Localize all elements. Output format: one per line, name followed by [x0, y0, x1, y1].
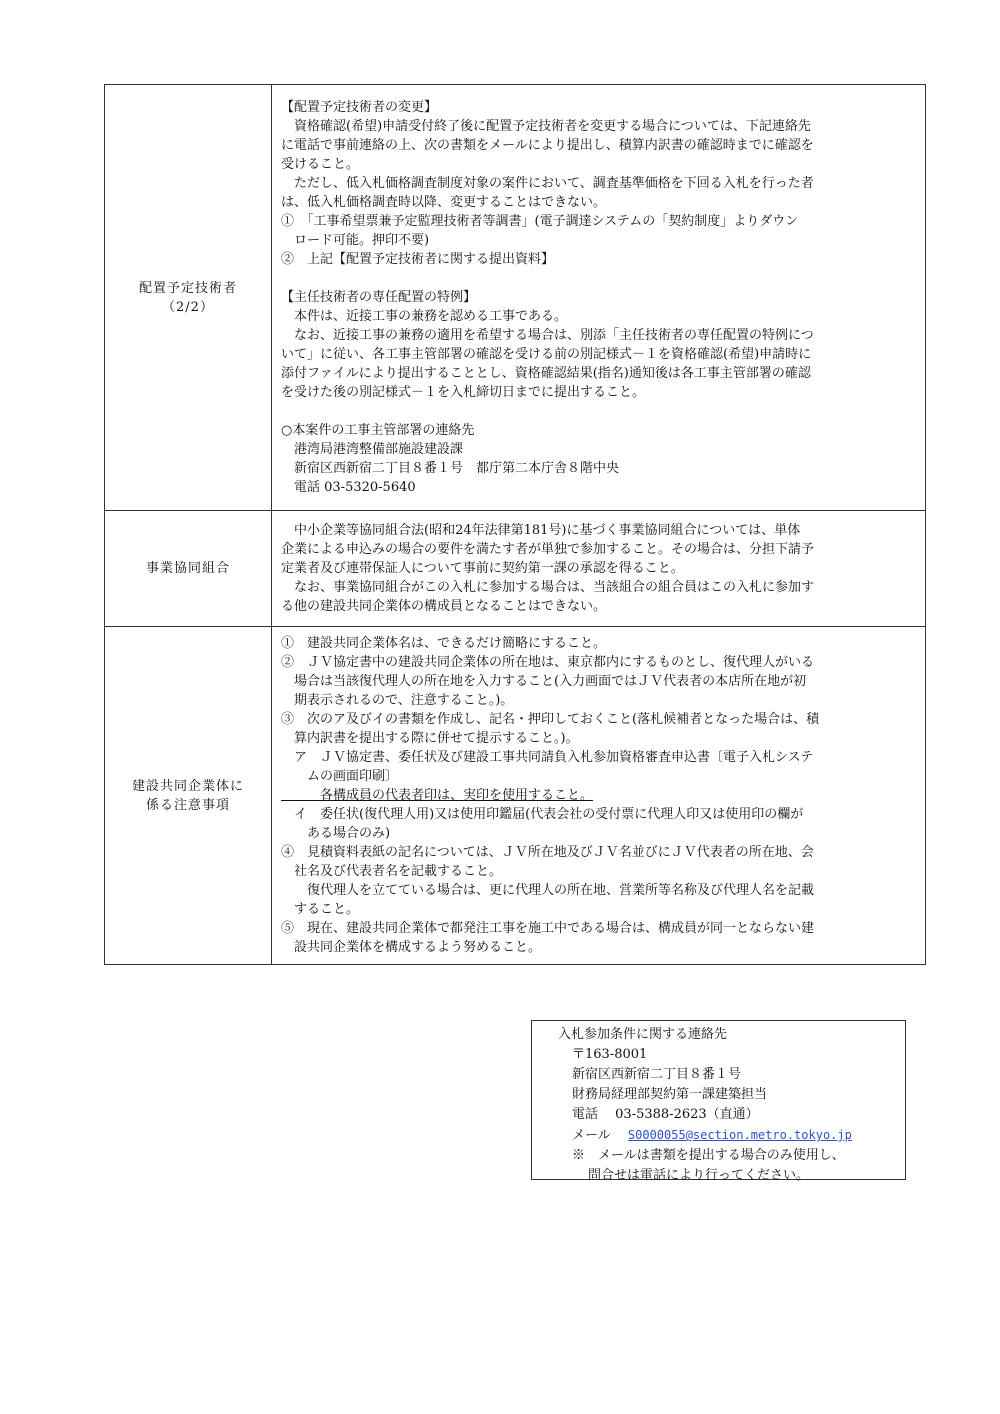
contact-postal: 〒163-8001	[572, 1047, 648, 1062]
underlined-note: 各構成員の代表者印は、実印を使用すること。	[281, 788, 594, 803]
text-line: る他の建設共同企業体の構成員となることはできない。	[281, 599, 607, 614]
table-row	[105, 627, 926, 965]
text-line: ただし、低入札価格調査制度対象の案件において、調査基準価格を下回る入札を行った者	[281, 176, 814, 191]
text-line: 電話 03-5320-5640	[281, 480, 416, 495]
section-heading: 【配置予定技術者の変更】	[281, 100, 438, 115]
conditions-table	[104, 84, 926, 965]
text-line: 中小企業等協同組合法(昭和24年法律第181号)に基づく事業協同組合については、単体	[281, 523, 801, 538]
text-line: 復代理人を立てている場合は、更に代理人の所在地、営業所等名称及び代理人名を記載	[281, 883, 815, 898]
text-line: 添付ファイルにより提出することとし、資格確認結果(指名)通知後は各工事主管部署の確認	[281, 366, 811, 381]
text-line: 受けること。	[281, 157, 360, 172]
text-line: ムの画面印刷〕	[281, 769, 399, 784]
text-line: 企業による申込みの場合の要件を満たす者が単独で参加すること。その場合は、分担下請予	[281, 542, 815, 557]
text-line: は、低入札価格調査時以降、変更することはできない。	[281, 195, 607, 210]
section-heading: 【主任技術者の専任配置の特例】	[281, 290, 477, 305]
text-line: 社名及び代表者名を記載すること。	[281, 864, 503, 879]
text-line: なお、近接工事の兼務の適用を希望する場合は、別添「主任技術者の専任配置の特例につ	[281, 328, 814, 343]
text-line: 資格確認(希望)申請受付終了後に配置予定技術者を変更する場合については、下記連絡先	[281, 119, 811, 134]
text-line: ② 上記【配置予定技術者に関する提出資料】	[281, 252, 555, 267]
text-line: ③ 次のア及びイの書類を作成し、記名・押印しておくこと(落札候補者となった場合は、積	[281, 712, 820, 727]
text-line: すること。	[281, 902, 360, 917]
row-label-line: 事業協同組合	[145, 561, 230, 576]
row-label	[105, 511, 272, 627]
text-line: に電話で事前連絡の上、次の書類をメールにより提出し、積算内訳書の確認時までに確認を	[281, 138, 814, 153]
text-line: 設共同企業体を構成するよう努めること。	[281, 940, 542, 955]
contact-phone-line	[558, 1105, 897, 1125]
text-line: 新宿区西新宿二丁目８番１号 都庁第二本庁舎８階中央	[281, 461, 620, 476]
contact-department: 財務局経理部契約第一課建築担当	[572, 1087, 768, 1102]
text-line: ⑤ 現在、建設共同企業体で都発注工事を施工中である場合は、構成員が同一とならない建	[281, 921, 815, 936]
mail-link[interactable]: S0000055@section.metro.tokyo.jp	[627, 1128, 852, 1142]
text-line: 本件は、近接工事の兼務を認める工事である。	[281, 309, 568, 324]
text-line: ○本案件の工事主管部署の連絡先	[281, 423, 475, 438]
contact-title: 入札参加条件に関する連絡先	[558, 1027, 728, 1042]
text-line: ④ 見積資料表紙の記名については、ＪＶ所在地及びＪＶ名並びにＪＶ代表者の所在地、会	[281, 845, 814, 860]
text-line: ② ＪＶ協定書中の建設共同企業体の所在地は、東京都内にするものとし、復代理人がいる	[281, 655, 815, 670]
text-line: ① 建設共同企業体名は、できるだけ簡略にすること。	[281, 636, 607, 651]
row-content	[272, 511, 926, 627]
contact-address: 新宿区西新宿二丁目８番１号	[572, 1067, 742, 1082]
text-line: なお、事業協同組合がこの入札に参加する場合は、当該組合の組合員はこの入札に参加す	[281, 580, 815, 595]
row-label-line: 係る注意事項	[145, 797, 230, 813]
row-label-line: （2/2）	[162, 299, 214, 315]
text-line: ① 「工事希望票兼予定監理技術者等調書」(電子調達システムの「契約制度」よりダウン	[281, 214, 799, 229]
text-line: いて」に従い、各工事主管部署の確認を受ける前の別記様式－１を資格確認(希望)申請時に	[281, 347, 812, 362]
contact-note: 問合せは電話により行ってください。	[588, 1168, 810, 1183]
text-line: ロード可能。押印不要)	[281, 233, 430, 248]
text-line: イ 委任状(復代理人用)又は使用印鑑届(代表会社の受付票に代理人印又は使用印の欄が	[281, 807, 804, 822]
row-content	[272, 85, 926, 511]
row-label	[105, 627, 272, 965]
text-line: 定業者及び連帯保証人について事前に契約第一課の承認を得ること。	[281, 561, 684, 576]
contact-box	[531, 1020, 906, 1183]
text-line: ア ＪＶ協定書、委任状及び建設工事共同請負入札参加資格審査申込書〔電子入札システ	[281, 750, 814, 765]
blank-line	[281, 402, 917, 421]
phone-number: 03-5388-2623（直通）	[615, 1107, 759, 1122]
row-label-line: 配置予定技術者	[138, 280, 237, 296]
text-line: 場合は当該復代理人の所在地を入力すること(入力画面ではＪＶ代表者の本店所在地が初	[281, 674, 807, 689]
table-row	[105, 511, 926, 627]
row-label	[105, 85, 272, 511]
row-label-line: 建設共同企業体に	[131, 778, 244, 794]
table-row	[105, 85, 926, 511]
mail-label: メール	[572, 1128, 611, 1143]
phone-label: 電話	[572, 1107, 599, 1122]
text-line: を受けた後の別記様式－１を入札締切日までに提出すること。	[281, 385, 646, 400]
contact-mail-line	[558, 1125, 897, 1146]
blank-line	[281, 269, 917, 288]
contact-note: ※ メールは書類を提出する場合のみ使用し、	[572, 1148, 845, 1163]
text-line: 期表示されるので、注意すること。)。	[281, 693, 514, 708]
row-content	[272, 627, 926, 965]
text-line: 港湾局港湾整備部施設建設課	[281, 442, 464, 457]
text-line: 算内訳書を提出する際に併せて提示すること。)。	[281, 731, 579, 746]
text-line: ある場合のみ)	[281, 826, 391, 841]
